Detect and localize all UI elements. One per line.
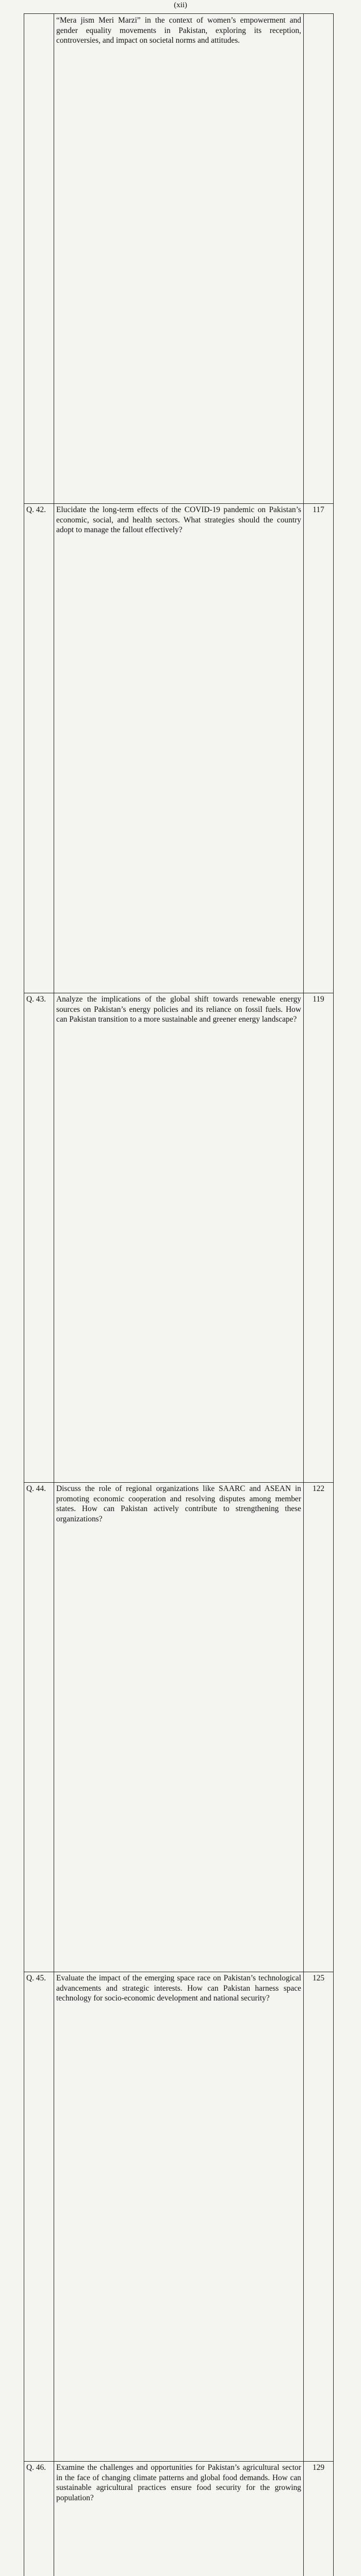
page-ref: 119 — [304, 993, 334, 1483]
page-ref-cell — [304, 14, 334, 504]
question-number: Q. 45. — [24, 1972, 54, 2462]
question-text: Analyze the implications of the global shift towards renewable energy sources on Pakistan’s energy policies and its reliance on fossil fuels. How can Pakistan transition to a more sustainable and greener energy landscape? — [54, 993, 304, 1483]
page-ref: 125 — [304, 1972, 334, 2462]
question-number: Q. 44. — [24, 1483, 54, 1972]
table-row — [24, 1483, 334, 1972]
page-ref: 122 — [304, 1483, 334, 1972]
page-ref: 117 — [304, 504, 334, 993]
document-page — [0, 0, 361, 486]
question-number: Q. 43. — [24, 993, 54, 1483]
question-number-cell — [24, 14, 54, 504]
question-text: Elucidate the long-term effects of the COVID-19 pandemic on Pakistan’s economic, social, and health sectors. What strategies should the country adopt to manage the fallout effectively? — [54, 504, 304, 993]
page-ref: 129 — [304, 2462, 334, 2576]
question-text: Evaluate the impact of the emerging space race on Pakistan’s technological advancements and strategic interests. How can Pakistan harness space technology for socio-economic development and national security? — [54, 1972, 304, 2462]
contents-table — [24, 13, 334, 2576]
question-text: “Mera jism Meri Marzi” in the context of women’s empowerment and gender equality movements in Pakistan, exploring its reception, controversies, and impact on societal norms and attitudes. — [54, 14, 304, 504]
table-row — [24, 2462, 334, 2576]
question-text: Discuss the role of regional organizations like SAARC and ASEAN in promoting economic cooperation and resolving disputes among member states. How can Pakistan actively contribute to strengthening these organizations? — [54, 1483, 304, 1972]
table-row — [24, 1972, 334, 2462]
question-text: Examine the challenges and opportunities for Pakistan’s agricultural sector in the face of changing climate patterns and global food demands. How can sustainable agricultural practices ensure food security for the growing population? — [54, 2462, 304, 2576]
question-number: Q. 46. — [24, 2462, 54, 2576]
question-number: Q. 42. — [24, 504, 54, 993]
table-row — [24, 504, 334, 993]
table-row-continued — [24, 14, 334, 504]
page-number: (xii) — [0, 0, 361, 10]
table-row — [24, 993, 334, 1483]
